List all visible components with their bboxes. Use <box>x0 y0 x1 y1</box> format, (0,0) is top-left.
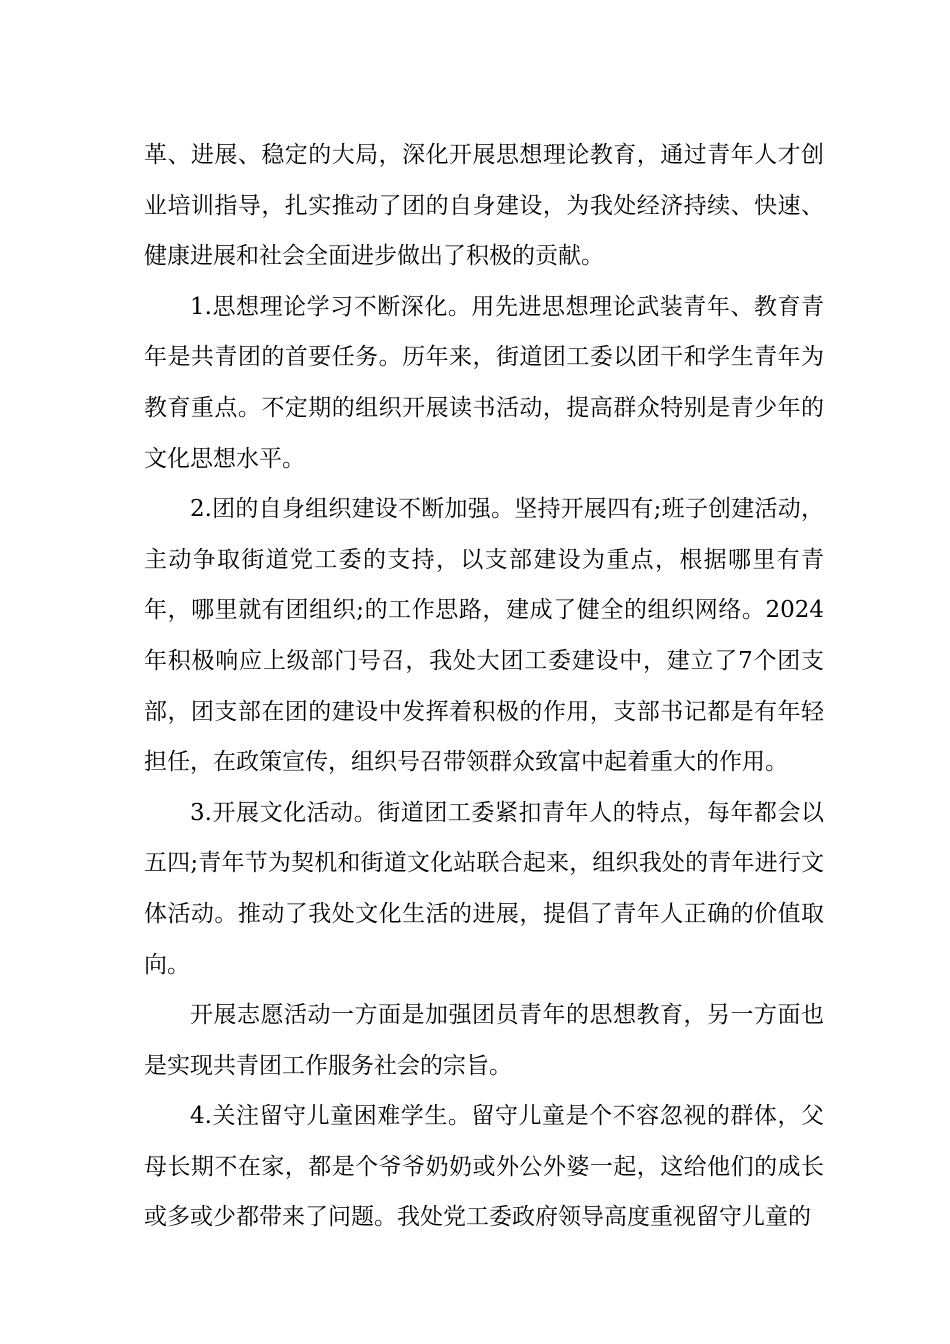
paragraph-item-3: 3.开展文化活动。街道团工委紧扣青年人的特点，每年都会以五四;青年节为契机和街道文化站联合起来，组织我处的青年进行文体活动。推动了我处文化生活的进展，提倡了青年人正确的价值取向。 <box>144 799 824 978</box>
paragraph-item-1: 1.思想理论学习不断深化。用先进思想理论武装青年、教育青年是共青团的首要任务。历年来，街道团工委以团干和学生青年为教育重点。不定期的组织开展读书活动，提高群众特别是青少年的文化思想水平。 <box>144 293 824 472</box>
paragraph-volunteer: 开展志愿活动一方面是加强团员青年的思想教育，另一方面也是实现共青团工作服务社会的宗旨。 <box>144 1002 824 1079</box>
paragraph-continuation: 革、进展、稳定的大局，深化开展思想理论教育，通过青年人才创业培训指导，扎实推动了团的自身建设，为我处经济持续、快速、健康进展和社会全面进步做出了积极的贡献。 <box>144 142 824 270</box>
document-body <box>144 130 824 1243</box>
paragraph-item-4: 4.关注留守儿童困难学生。留守儿童是个不容忽视的群体，父母长期不在家，都是个爷爷奶奶或外公外婆一起，这给他们的成长或多或少都带来了问题。我处党工委政府领导高度重视留守儿童的 <box>144 1103 824 1231</box>
paragraph-item-2: 2.团的自身组织建设不断加强。坚持开展四有;班子创建活动，主动争取街道党工委的支持，以支部建设为重点，根据哪里有青年，哪里就有团组织;的工作思路，建成了健全的组织网络。2024年积极响应上级部门号召，我处大团工委建设中，建立了7个团支部，团支部在团的建设中发挥着积极的作用，支部书记都是有年轻担任，在政策宣传，组织号召带领群众致富中起着重大的作用。 <box>144 496 824 776</box>
